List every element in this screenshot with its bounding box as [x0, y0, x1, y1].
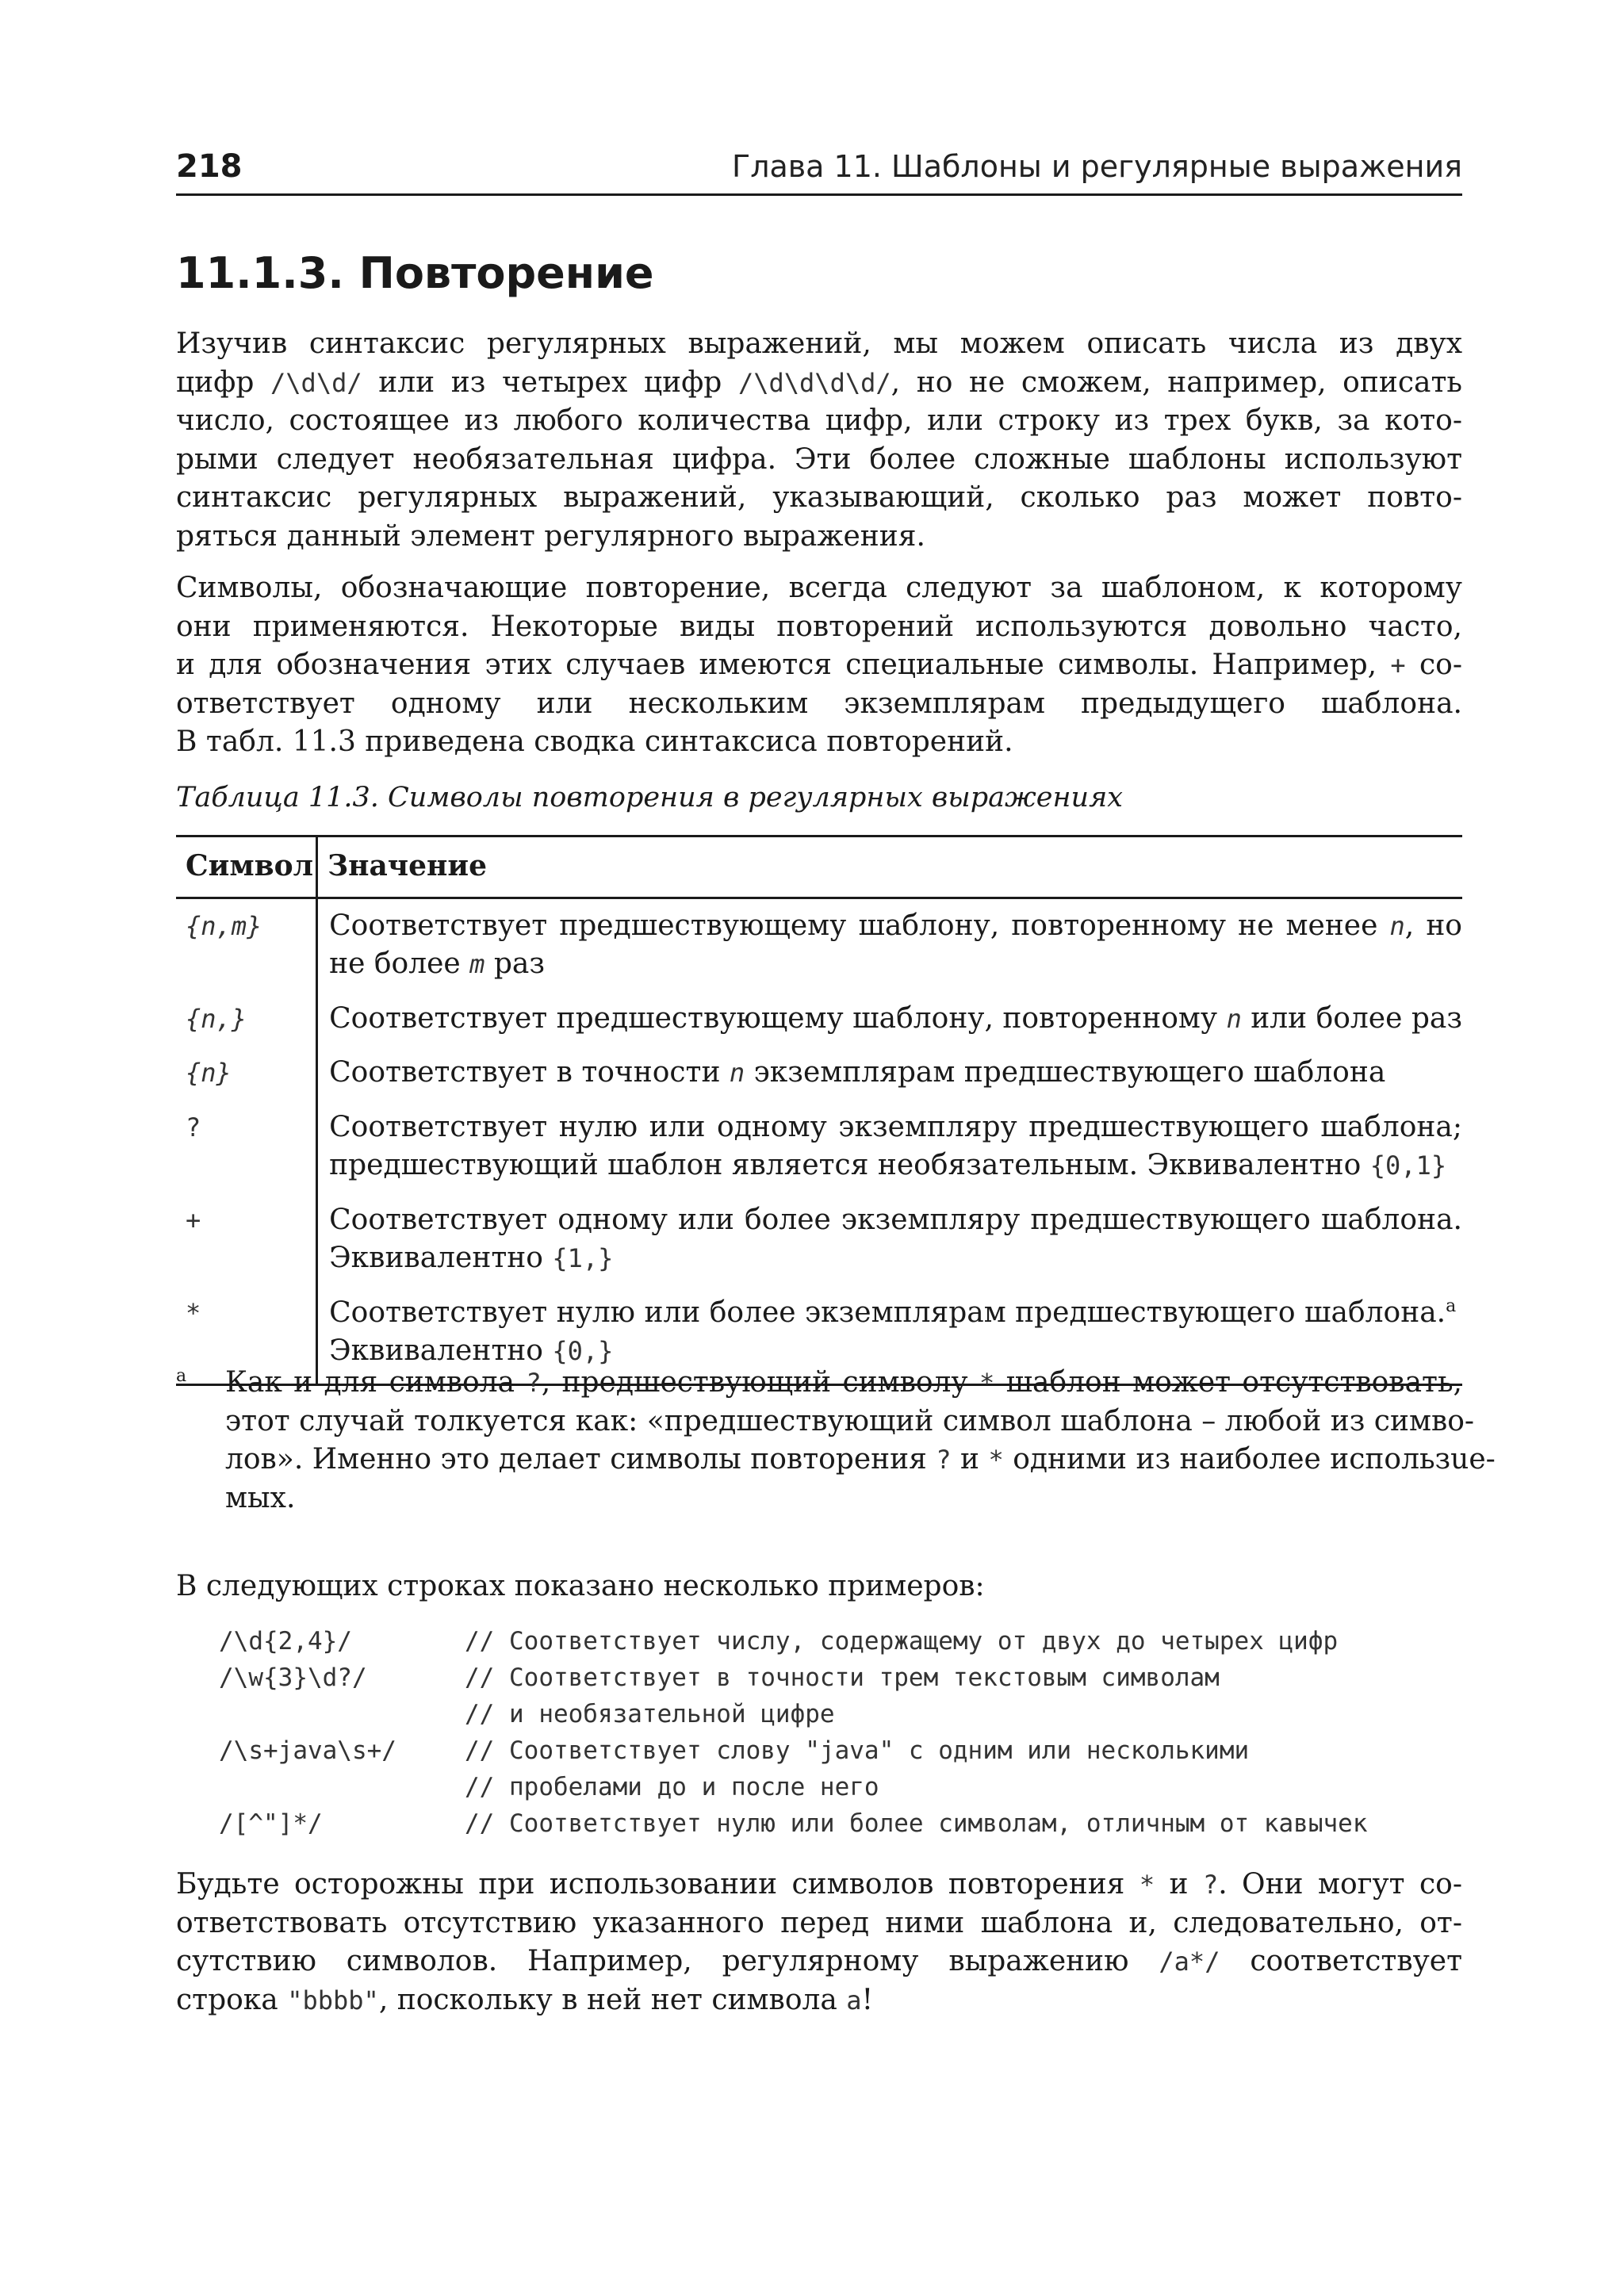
meaning-cell: Соответствует нулю или более экземплярам предшествующего шаблона.$^a$ Эквивалентно {0,}	[317, 1286, 1462, 1385]
text-line: синтаксис регулярных выражений, указывающий, сколько раз может повто-	[176, 481, 1462, 514]
text-line: лов». Именно это делает символы повторения ? и * одними из наиболее использue-	[225, 1443, 1496, 1476]
text-line: цифр /\d\d/ или из четырех цифр /\d\d\d\d/, но не сможем, например, описать	[176, 366, 1462, 399]
column-header-meaning: Значение	[317, 836, 1462, 898]
text-line: Как и для символа ?, предшествующий символу * шаблон может отсутствовать,	[225, 1366, 1462, 1399]
text-line: и для обозначения этих случаев имеются специальные символы. Например, + со-	[176, 649, 1462, 681]
paragraph-caution	[176, 1866, 1462, 2019]
section-title: 11.1.3. Повторение	[176, 248, 654, 298]
symbol-cell: {n,}	[176, 992, 317, 1047]
text-line: строка "bbbb", поскольку в ней нет символа a!	[176, 1983, 874, 2016]
table-row	[176, 1046, 1462, 1101]
inline-code: /\d\d\d\d/	[737, 367, 891, 398]
table-header-row	[176, 836, 1462, 898]
inline-code: /\d\d/	[270, 367, 362, 398]
text-line: Символы, обозначающие повторение, всегда следуют за шаблоном, к которому	[176, 572, 1462, 604]
text-line: сутствию символов. Например, регулярному выражению /a*/ соответствует	[176, 1945, 1462, 1977]
symbol-cell: *	[176, 1286, 317, 1385]
text-line: В следующих строках показано несколько примеров:	[176, 1570, 985, 1602]
page-number: 218	[176, 148, 243, 185]
table-caption: Таблица 11.3. Символы повторения в регулярных выражениях	[176, 782, 1123, 813]
meaning-cell: Соответствует предшествующему шаблону, повторенному n или более раз	[329, 1001, 1462, 1035]
text-line: рыми следует необязательная цифра. Эти более сложные шаблоны используют	[176, 442, 1462, 476]
inline-code: +	[1390, 650, 1406, 680]
text-line: число, состоящее из любого количества цифр, или строку из трех букв, за кото-	[176, 404, 1462, 437]
examples-intro	[176, 1568, 1462, 1606]
text-line: мых.	[225, 1481, 296, 1514]
text-line: ряться данный элемент регулярного выражения.	[176, 519, 925, 553]
text-line: ответствовать отсутствию указанного перед ними шаблона и, следовательно, от-	[176, 1906, 1462, 1939]
symbol-cell: ?	[176, 1101, 317, 1193]
text-line: Будьте осторожны при использовании символов повторения * и ?. Они могут со-	[176, 1868, 1463, 1901]
text-line: Изучив синтаксис регулярных выражений, мы можем описать числа из двух	[176, 327, 1462, 360]
footnote-ref: a	[1446, 1296, 1457, 1316]
paragraph-intro	[176, 325, 1462, 556]
chapter-title: Глава 11. Шаблоны и регулярные выражения	[732, 149, 1462, 184]
repetition-table	[176, 835, 1462, 1386]
text-line: они применяются. Некоторые виды повторений используются довольно часто,	[176, 610, 1462, 643]
meaning-cell: Соответствует одному или более экземпляру предшествующего шаблона. Эквивалентно {1,}	[329, 1203, 1462, 1274]
table-row	[176, 992, 1462, 1047]
text-line: В табл. 11.3 приведена сводка синтаксиса повторений.	[176, 725, 1013, 758]
footnote-mark: a	[176, 1366, 187, 1386]
paragraph-repetition-symbols	[176, 569, 1462, 762]
text-line: этот случай толкуется как: «предшествующий символ шаблона – любой из симво-	[225, 1404, 1475, 1437]
text-line: ответствует одному или нескольким экземплярам предыдущего шаблона.	[176, 687, 1462, 720]
column-header-symbol: Символ	[176, 836, 317, 898]
symbol-cell: +	[176, 1193, 317, 1286]
table-row	[176, 1101, 1462, 1193]
book-page: 218 Глава 11. Шаблоны и регулярные выражения 11.1.3. Повторение Изучив синтаксис регулярных выражений, мы можем описать числа из двух цифр /\d\d/ или из четырех цифр /\d\d\d\d/, но не сможем, например, описать число, состоящее из любого количества цифр, или строку из трех букв, за кото- рыми следует необязательная цифра. Эти более сложные шаблоны используют синтаксис регулярных выражений, указывающий, сколько раз может повто- ряться данный элемент регулярного выражения. Символы, обозначающие повторение, всегда следуют за шаблоном, к которому они применяются. Некоторые виды повторений используются довольно часто, и для обозначения этих случаев имеются специальные символы. Например, + со- ответствует одному или нескольким экземплярам предыдущего шаблона. В табл. 11.3 приведена сводка синтаксиса повторений. Таблица 11.3. Символы повторения в регулярных выражениях Символ Значение {n,m} Соответствует предшествующему шаблону, повторенному не менее n, но не более m раз {n,} Соответствует предшествующему шаблону, повторенному n или более раз {n} Соответствует в точности n экземплярам предшествующего шаблона ? Соответствует нулю или одному экземпляру предшествующего шаблона; предшествующий шаблон является необязательным. Эквивалентно {0,1} + Соответствует одному или более экземпляру предшествующего шаблона. Эквивалентно {1,} * Соответствует нулю или более экземплярам предшествующего шаблона.$^a$ Эквивалентно {0,} a Как и для символа ?, предшествующий символу * шаблон может отсутствовать, этот случай толкуется как: «предшествующий символ шаблона – любой из симво- лов». Именно это делает символы повторения ? и * одними из наиболее использue- мых. В следующих строках показано несколько примеров: /\d{2,4}/ // Соответствует числу, содержащему от двух до четырех цифр /\w{3}\d?/ // Соответствует в точности трем текстовым символам // и необязательной цифре /\s+java\s+/ // Соответствует слову "java" с одним или несколькими // пробелами до и после него /[^"]*/ // Соответствует нулю или более символам, отличным от кавычек Будьте осторожны при использовании символов повторения * и ?. Они могут со- ответствовать отсутствию указанного перед ними шаблона и, следовательно, от- сутствию символов. Например, регулярному выражению /a*/ соответствует строка "bbbb", поскольку в ней нет символа a!	[0, 0, 1624, 2293]
symbol-cell: {n}	[176, 1046, 317, 1101]
meaning-cell: Соответствует предшествующему шаблону, повторенному не менее n, но не более m раз	[329, 909, 1462, 980]
meaning-cell: Соответствует в точности n экземплярам предшествующего шаблона	[329, 1056, 1386, 1089]
meaning-cell: Соответствует нулю или одному экземпляру предшествующего шаблона; предшествующий шаблон является необязательным. Эквивалентно {0,1}	[329, 1110, 1462, 1181]
table-row	[176, 1193, 1462, 1286]
running-head	[176, 147, 1462, 196]
symbol-cell: {n,m}	[176, 898, 317, 992]
table-row	[176, 898, 1462, 992]
